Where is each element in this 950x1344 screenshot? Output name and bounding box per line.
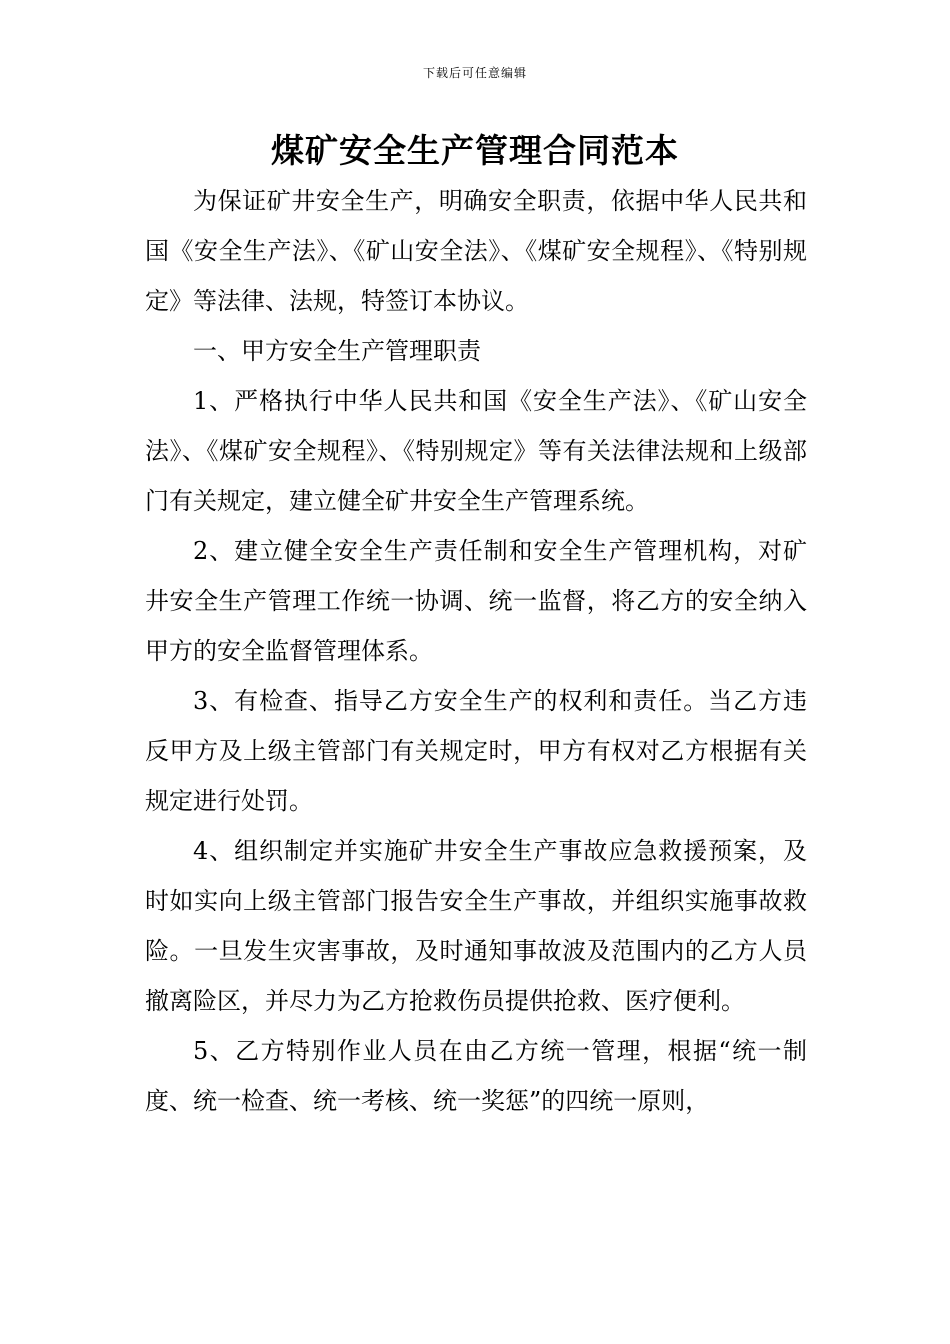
clause-4: 4、组织制定并实施矿井安全生产事故应急救援预案，及时如实向上级主管部门报告安全生产事故，并组织实施事故救险。一旦发生灾害事故，及时通知事故波及范围内的乙方人员撤离险区，并尽力为乙方抢救伤员提供抢救、医疗便利。 <box>145 837 807 1015</box>
clause-2: 2、建立健全安全生产责任制和安全生产管理机构，对矿井安全生产管理工作统一协调、统一监督，将乙方的安全纳入甲方的安全监督管理体系。 <box>145 537 807 665</box>
header-note: 下载后可任意编辑 <box>422 66 527 80</box>
clause-1: 1、严格执行中华人民共和国《安全生产法》、《矿山安全法》、《煤矿安全规程》、《特别规定》等有关法律法规和上级部门有关规定，建立健全矿井安全生产管理系统。 <box>145 387 807 515</box>
clause-5: 5、乙方特别作业人员在由乙方统一管理，根据“统一制度、统一检查、统一考核、统一奖惩”的四统一原则， <box>145 1037 807 1115</box>
document-body <box>145 176 807 1126</box>
document-title: 煤矿安全生产管理合同范本 <box>271 131 679 170</box>
section-heading-party-a: 一、甲方安全生产管理职责 <box>193 337 481 365</box>
intro-paragraph: 为保证矿井安全生产，明确安全职责，依据中华人民共和国《安全生产法》、《矿山安全法》、《煤矿安全规程》、《特别规定》等法律、法规，特签订本协议。 <box>145 187 807 315</box>
clause-3: 3、有检查、指导乙方安全生产的权利和责任。当乙方违反甲方及上级主管部门有关规定时，甲方有权对乙方根据有关规定进行处罚。 <box>145 687 807 815</box>
